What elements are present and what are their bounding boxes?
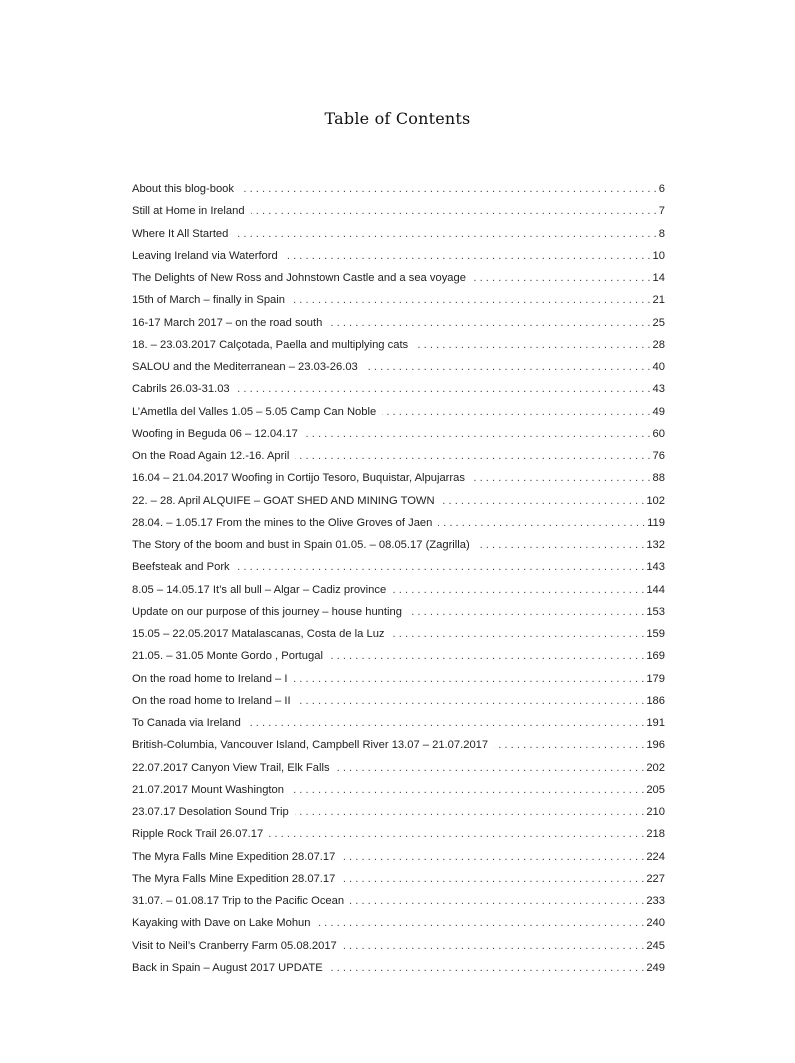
toc-entry-title: 15th of March – finally in Spain	[132, 294, 285, 307]
toc-entry-page-number: 159	[646, 628, 665, 640]
toc-entry-title: The Myra Falls Mine Expedition 28.07.17	[132, 872, 336, 885]
dot-leader	[247, 712, 644, 734]
dot-leader	[408, 601, 644, 623]
toc-entry[interactable]	[132, 823, 665, 845]
dot-leader	[240, 178, 657, 200]
toc-entry-page-number: 196	[646, 739, 665, 752]
dot-leader	[290, 779, 644, 801]
toc-entry-page-number: 25	[652, 316, 665, 329]
toc-entry[interactable]	[132, 779, 665, 801]
dot-leader	[236, 556, 645, 578]
toc-entry-title: About this blog-book	[132, 183, 234, 195]
toc-entry[interactable]	[132, 401, 665, 423]
toc-entry-page-number: 8	[658, 227, 665, 240]
toc-entry-title: Ripple Rock Trail 26.07.17	[132, 828, 264, 841]
dot-leader	[234, 223, 656, 245]
dot-leader	[341, 846, 644, 868]
toc-entry-title: Beefsteak and Pork	[132, 561, 230, 574]
toc-entry-page-number: 245	[646, 939, 665, 952]
toc-entry-page-number: 233	[646, 895, 665, 907]
table-of-contents	[132, 178, 665, 979]
toc-entry-title: 18. – 23.03.2017 Calçotada, Paella and multiplying cats	[132, 338, 409, 351]
toc-entry-title: 16-17 March 2017 – on the road south	[132, 316, 323, 329]
dot-leader	[336, 757, 645, 779]
toc-entry-page-number: 202	[646, 761, 665, 774]
toc-entry-title: 23.07.17 Desolation Sound Trip	[132, 806, 289, 818]
dot-leader	[494, 734, 644, 756]
toc-entry-title: 8.05 – 14.05.17 It’s all bull – Algar – Cadiz province	[132, 583, 387, 596]
toc-entry[interactable]	[132, 912, 665, 934]
toc-entry-page-number: 88	[652, 472, 665, 485]
dot-leader	[328, 312, 650, 334]
page-title: Table of Contents	[324, 108, 471, 128]
toc-entry-title: The Story of the boom and bust in Spain 01.05. – 08.05.17 (Zagrilla)	[132, 539, 470, 551]
toc-entry[interactable]	[132, 623, 665, 645]
toc-entry[interactable]	[132, 846, 665, 868]
toc-entry[interactable]	[132, 868, 665, 890]
toc-entry-page-number: 153	[646, 605, 665, 618]
dot-leader	[343, 935, 645, 957]
toc-entry-page-number: 224	[646, 850, 665, 863]
dot-leader	[317, 912, 645, 934]
toc-entry[interactable]	[132, 445, 665, 467]
toc-entry-page-number: 6	[658, 183, 665, 195]
toc-entry-title: The Myra Falls Mine Expedition 28.07.17	[132, 850, 336, 863]
toc-entry[interactable]	[132, 690, 665, 712]
dot-leader	[438, 512, 645, 534]
toc-entry-title: To Canada via Ireland	[132, 717, 241, 729]
dot-leader	[364, 356, 651, 378]
toc-entry-title: 15.05 – 22.05.2017 Matalascanas, Costa de la Luz	[132, 628, 385, 640]
dot-leader	[441, 490, 645, 512]
toc-entry[interactable]	[132, 200, 665, 222]
toc-entry-page-number: 191	[646, 717, 665, 729]
toc-entry[interactable]	[132, 245, 665, 267]
dot-leader	[472, 267, 651, 289]
dot-leader	[295, 445, 650, 467]
toc-entry-title: 21.07.2017 Mount Washington	[132, 783, 284, 796]
dot-leader	[350, 890, 644, 912]
dot-leader	[391, 623, 645, 645]
toc-entry-title: SALOU and the Mediterranean – 23.03-26.03	[132, 361, 358, 373]
toc-entry-page-number: 119	[647, 516, 665, 529]
toc-entry-title: Kayaking with Dave on Lake Mohun	[132, 917, 311, 930]
toc-entry[interactable]	[132, 312, 665, 334]
toc-entry-page-number: 240	[646, 917, 665, 930]
toc-entry-title: The Delights of New Ross and Johnstown Castle and a sea voyage	[132, 272, 466, 284]
toc-entry-page-number: 76	[652, 450, 665, 462]
toc-entry-page-number: 28	[652, 338, 665, 351]
toc-entry[interactable]	[132, 801, 665, 823]
toc-entry-page-number: 43	[652, 383, 665, 396]
toc-entry-page-number: 144	[646, 583, 665, 596]
toc-entry-page-number: 21	[652, 294, 665, 307]
toc-entry[interactable]	[132, 601, 665, 623]
toc-entry[interactable]	[132, 356, 665, 378]
toc-entry[interactable]	[132, 935, 665, 957]
toc-entry-page-number: 10	[652, 249, 665, 262]
toc-entry-title: Cabrils 26.03-31.03	[132, 383, 230, 396]
toc-entry[interactable]	[132, 757, 665, 779]
toc-entry[interactable]	[132, 890, 665, 912]
dot-leader	[476, 534, 645, 556]
toc-entry[interactable]	[132, 556, 665, 578]
toc-entry[interactable]	[132, 734, 665, 756]
toc-entry[interactable]	[132, 668, 665, 690]
toc-entry[interactable]	[132, 223, 665, 245]
toc-entry[interactable]	[132, 267, 665, 289]
toc-entry[interactable]	[132, 289, 665, 311]
dot-leader	[293, 668, 644, 690]
toc-entry-title: British-Columbia, Vancouver Island, Campbell River 13.07 – 21.07.2017	[132, 739, 489, 752]
toc-entry[interactable]	[132, 178, 665, 200]
toc-entry-page-number: 218	[646, 828, 665, 841]
toc-entry[interactable]	[132, 534, 665, 556]
toc-entry-title: Visit to Neil’s Cranberry Farm 05.08.2017	[132, 939, 337, 952]
toc-entry-page-number: 102	[646, 494, 665, 507]
dot-leader	[414, 334, 650, 356]
toc-entry-page-number: 205	[646, 783, 665, 796]
dot-leader	[471, 467, 651, 489]
toc-entry[interactable]	[132, 712, 665, 734]
toc-entry-title: On the road home to Ireland – II	[132, 694, 291, 707]
toc-entry[interactable]	[132, 512, 665, 534]
toc-entry-page-number: 143	[646, 561, 665, 574]
toc-entry-title: 22. – 28. April ALQUIFE – GOAT SHED AND MINING TOWN	[132, 494, 435, 507]
toc-entry-title: 21.05. – 31.05 Monte Gordo , Portugal	[132, 650, 323, 663]
toc-entry-title: 31.07. – 01.08.17 Trip to the Pacific Ocean	[132, 895, 345, 907]
toc-entry-title: Woofing in Beguda 06 – 12.04.17	[132, 427, 298, 440]
toc-entry[interactable]	[132, 334, 665, 356]
toc-entry-page-number: 132	[646, 539, 665, 551]
dot-leader	[295, 801, 645, 823]
toc-entry-page-number: 169	[646, 650, 665, 663]
toc-entry-title: 28.04. – 1.05.17 From the mines to the Olive Groves of Jaen	[132, 516, 433, 529]
dot-leader	[304, 423, 651, 445]
dot-leader	[297, 690, 645, 712]
toc-entry-title: Leaving Ireland via Waterford	[132, 249, 278, 262]
toc-entry-page-number: 249	[646, 961, 665, 974]
toc-entry-title: 16.04 – 21.04.2017 Woofing in Cortijo Tesoro, Buquistar, Alpujarras	[132, 472, 465, 485]
toc-entry-page-number: 186	[646, 694, 665, 707]
toc-entry-page-number: 49	[652, 405, 665, 418]
toc-entry[interactable]	[132, 467, 665, 489]
toc-entry-page-number: 227	[646, 872, 665, 885]
toc-entry-title: Still at Home in Ireland	[132, 205, 245, 218]
toc-entry-title: On the road home to Ireland – I	[132, 672, 288, 685]
toc-entry-title: On the Road Again 12.-16. April	[132, 450, 290, 462]
dot-leader	[329, 645, 644, 667]
dot-leader	[236, 378, 651, 400]
toc-entry-title: L’Ametlla del Valles 1.05 – 5.05 Camp Can Noble	[132, 405, 377, 418]
toc-entry-page-number: 60	[652, 427, 665, 440]
toc-entry-title: 22.07.2017 Canyon View Trail, Elk Falls	[132, 761, 330, 774]
toc-entry[interactable]	[132, 957, 665, 979]
toc-entry[interactable]	[132, 378, 665, 400]
toc-entry-page-number: 210	[646, 806, 665, 818]
dot-leader	[329, 957, 645, 979]
dot-leader	[392, 579, 644, 601]
toc-entry-title: Back in Spain – August 2017 UPDATE	[132, 961, 323, 974]
toc-entry-title: Update on our purpose of this journey – house hunting	[132, 605, 402, 618]
toc-entry-title: Where It All Started	[132, 227, 229, 240]
toc-entry-page-number: 40	[652, 361, 665, 373]
dot-leader	[341, 868, 644, 890]
dot-leader	[291, 289, 651, 311]
toc-entry[interactable]	[132, 579, 665, 601]
dot-leader	[269, 823, 644, 845]
dot-leader	[382, 401, 650, 423]
toc-entry[interactable]	[132, 645, 665, 667]
dot-leader	[251, 200, 657, 222]
toc-entry-page-number: 179	[646, 672, 665, 685]
toc-entry-page-number: 7	[658, 205, 665, 218]
dot-leader	[284, 245, 651, 267]
toc-entry-page-number: 14	[652, 272, 665, 284]
toc-entry[interactable]	[132, 490, 665, 512]
toc-entry[interactable]	[132, 423, 665, 445]
